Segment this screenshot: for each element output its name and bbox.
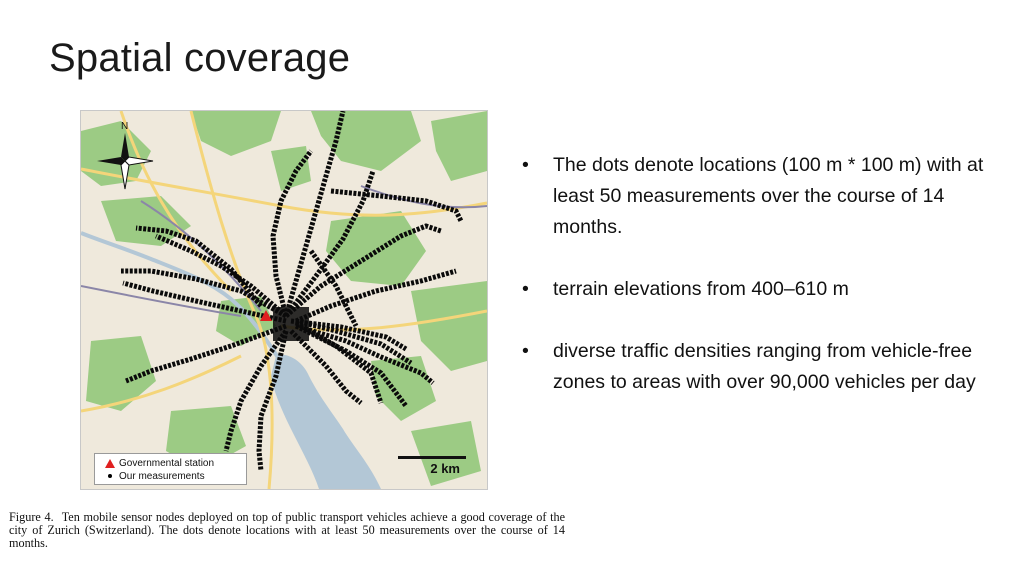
figure-caption-label: Figure 4. xyxy=(9,510,54,524)
figure-caption xyxy=(9,511,565,551)
slide-title: Spatial coverage xyxy=(49,36,351,80)
bullet-text: The dots denote locations (100 m * 100 m) with at least 50 measurements over the course of 14 months. xyxy=(553,154,984,238)
legend-station-row xyxy=(101,456,214,470)
red-triangle-icon xyxy=(101,459,119,468)
scale-bar-line xyxy=(398,456,466,459)
bullet-marker: • xyxy=(522,278,529,300)
bullet-item xyxy=(522,336,1012,398)
black-dot-icon xyxy=(101,474,119,478)
bullet-item xyxy=(522,274,1012,305)
figure-caption-text: Ten mobile sensor nodes deployed on top of public transport vehicles achieve a good coverage of the city of Zurich (Switzerland). The dots denote locations with at least 50 measurements over the course of 14 months. xyxy=(9,510,565,551)
scale-bar-label: 2 km xyxy=(430,461,460,476)
bullet-marker: • xyxy=(522,154,529,176)
bullet-text: diverse traffic densities ranging from vehicle-free zones to areas with over 90,000 vehicles per day xyxy=(553,340,976,393)
bullet-item xyxy=(522,150,1012,243)
compass-north-label: N xyxy=(121,121,129,132)
bullet-list xyxy=(522,150,1012,429)
legend-measurement-label: Our measurements xyxy=(119,470,205,482)
bullet-marker: • xyxy=(522,340,529,362)
legend-station-label: Governmental station xyxy=(119,457,215,469)
scale-bar xyxy=(398,456,466,476)
bullet-text: terrain elevations from 400–610 m xyxy=(553,278,849,300)
zurich-coverage-map xyxy=(80,110,488,490)
legend-measurement-row xyxy=(101,469,205,483)
map-canvas xyxy=(81,111,487,489)
map-legend xyxy=(94,453,247,485)
city-centre-cluster xyxy=(273,307,309,341)
